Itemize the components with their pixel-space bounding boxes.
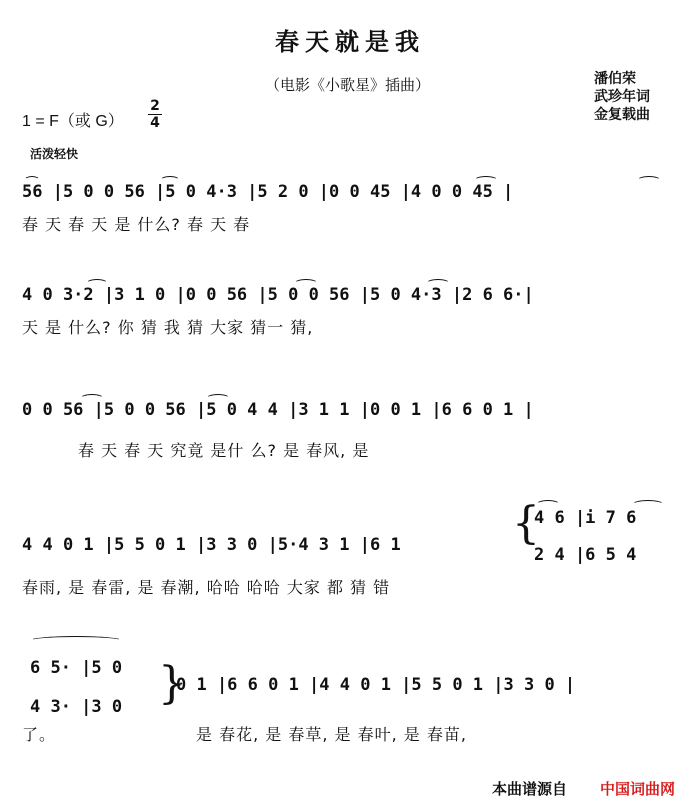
split-brace-1: {: [512, 498, 540, 549]
split-brace-2: }: [158, 658, 186, 709]
time-signature: [148, 98, 162, 131]
system-5-notes: 0 1 |6 6 0 1 |4 4 0 1 |5 5 0 1 |3 3 0 |: [176, 675, 576, 695]
system-2-lyrics: 天 是 什么? 你 猜 我 猜 大家 猜一 猜,: [22, 318, 314, 337]
slur-mark: [536, 500, 560, 509]
system-1-notes: 56 |5 0 0 56 |5 0 4·3 |5 2 0 |0 0 45 |4 0 0 45 |: [22, 182, 514, 202]
time-signature-bottom: 4: [148, 114, 162, 131]
system-3-lyrics: 春 天 春 天 究竟 是什 么? 是 春风, 是: [78, 441, 370, 460]
slur-mark: [426, 279, 450, 288]
slur-mark: [30, 636, 122, 645]
credit-lyricist-2: 武珍年词: [594, 89, 650, 105]
slur-mark: [24, 176, 40, 185]
system-5-lyrics-start: 了。: [22, 725, 57, 744]
system-5-lyrics: 是 春花, 是 春草, 是 春叶, 是 春苗,: [196, 725, 467, 744]
slur-mark: [160, 176, 180, 185]
system-5-lower-voice: 4 3· |3 0: [30, 697, 123, 717]
slur-mark: [474, 176, 498, 185]
credit-lyricist-1: 潘伯荣: [594, 71, 636, 87]
footer-site[interactable]: 中国词曲网: [600, 780, 676, 798]
key-signature: 1 = F（或 G）: [22, 113, 124, 130]
system-1-lyrics: 春 天 春 天 是 什么? 春 天 春: [22, 215, 251, 234]
tempo-marking: 活泼轻快: [30, 147, 79, 161]
system-3-notes: 0 0 56 |5 0 0 56 |5 0 4 4 |3 1 1 |0 0 1 |6 6 0 1 |: [22, 400, 534, 420]
page-title: 春天就是我: [275, 28, 425, 56]
slur-mark: [80, 394, 104, 403]
credit-composer: 金复载曲: [594, 107, 650, 123]
system-4-lyrics: 春雨, 是 春雷, 是 春潮, 哈哈 哈哈 大家 都 猜 错: [22, 578, 391, 597]
subtitle: （电影《小歌星》插曲）: [265, 76, 431, 94]
system-4-notes: 4 4 0 1 |5 5 0 1 |3 3 0 |5·4 3 1 |6 1: [22, 535, 401, 555]
slur-mark: [206, 394, 230, 403]
footer-source: 本曲谱源自: [492, 780, 568, 798]
slur-mark: [632, 500, 664, 509]
system-2-notes: 4 0 3·2 |3 1 0 |0 0 56 |5 0 0 56 |5 0 4·3 |2 6 6·|: [22, 285, 534, 305]
system-4-lower-voice: 2 4 |6 5 4: [534, 545, 637, 565]
system-4-upper-voice: 4 6 |i 7 6: [534, 508, 637, 528]
system-5-upper-voice: 6 5· |5 0: [30, 658, 123, 678]
slur-mark: [637, 176, 661, 185]
time-signature-top: 2: [150, 98, 160, 114]
slur-mark: [294, 279, 318, 288]
slur-mark: [86, 279, 108, 288]
